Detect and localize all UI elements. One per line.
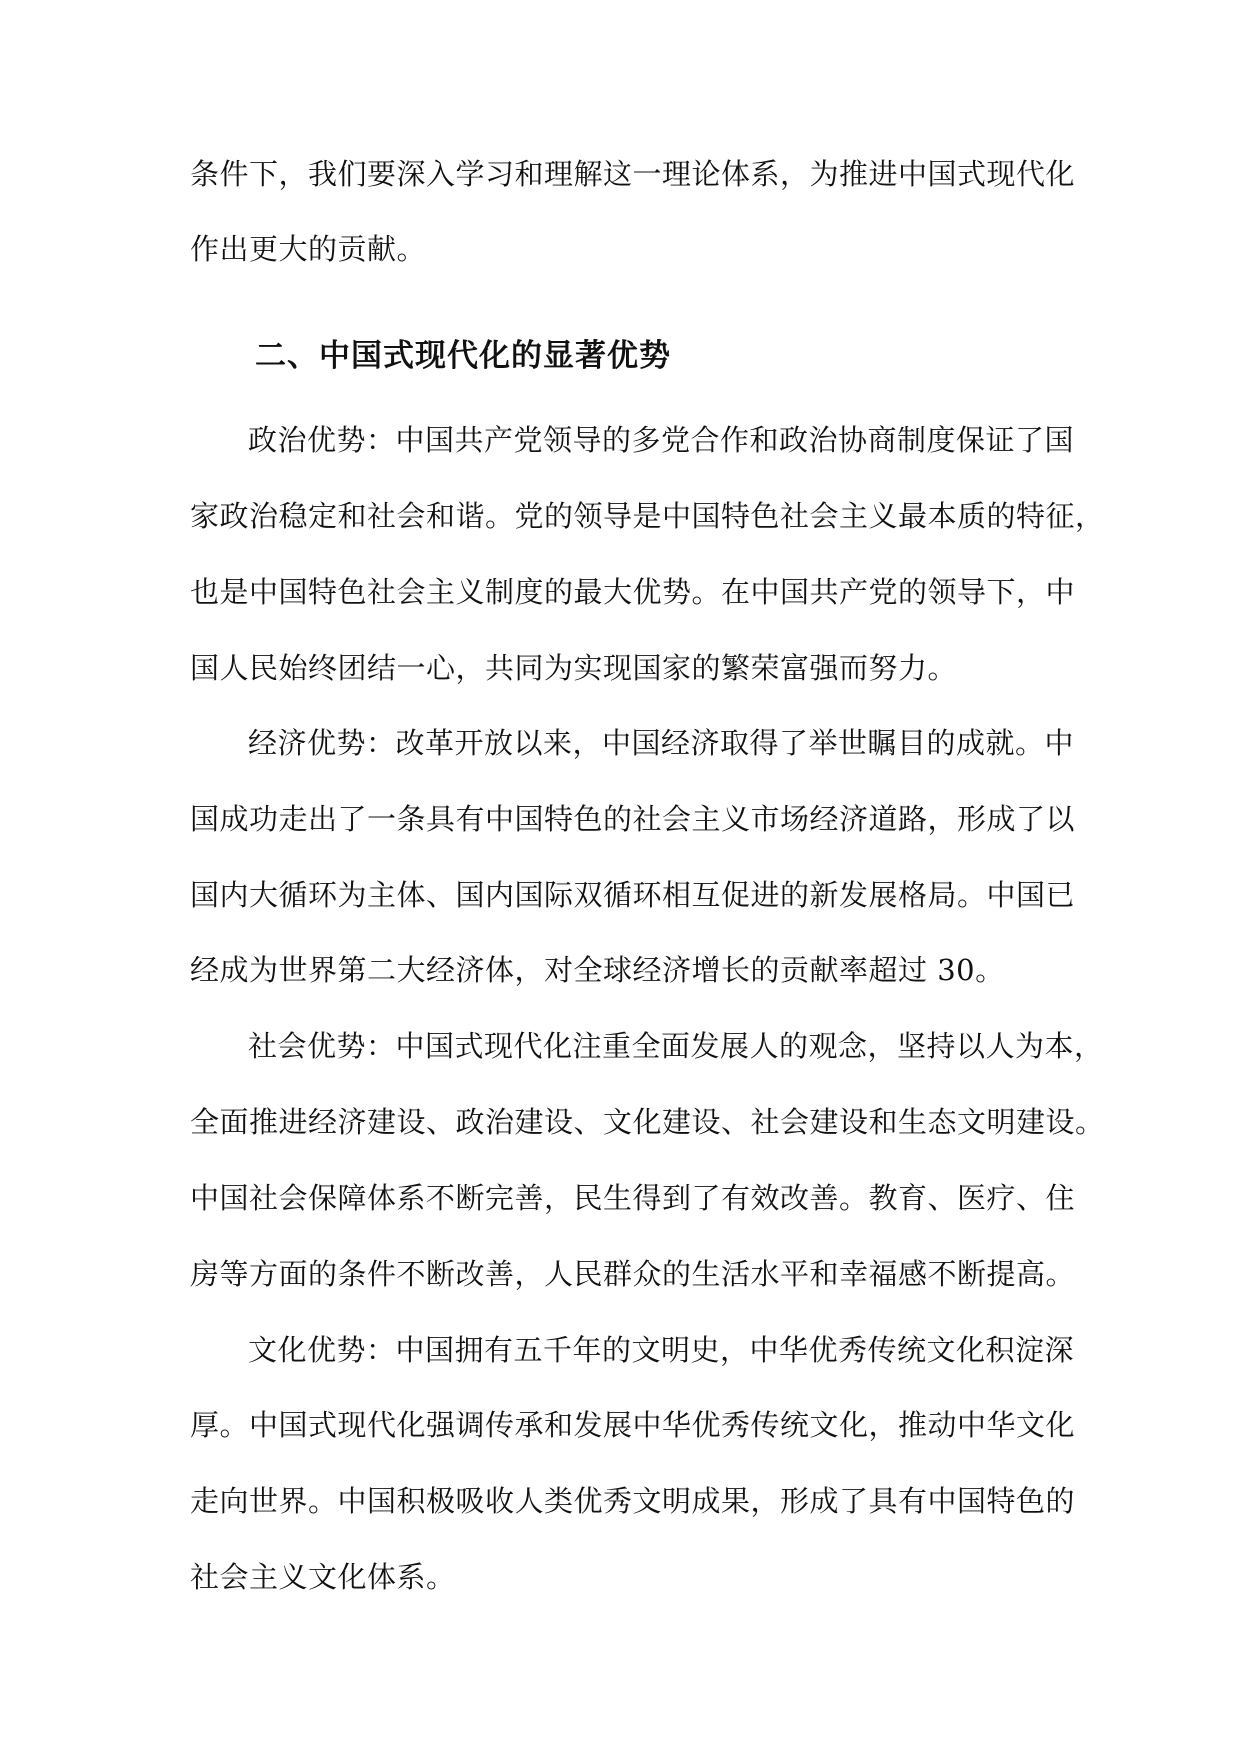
paragraph-cultural-line: 走向世界。中国积极吸收人类优秀文明成果，形成了具有中国特色的 bbox=[190, 1484, 1076, 1518]
paragraph-political-line: 家政治稳定和社会和谐。党的领导是中国特色社会主义最本质的特征， bbox=[190, 499, 1105, 533]
paragraph-economic-line: 经济优势：改革开放以来，中国经济取得了举世瞩目的成就。中 bbox=[248, 726, 1075, 760]
paragraph-economic-line: 经成为世界第二大经济体，对全球经济增长的贡献率超过 30。 bbox=[190, 953, 1005, 987]
section-heading: 二、中国式现代化的显著优势 bbox=[255, 338, 671, 374]
paragraph-economic-line: 国内大循环为主体、国内国际双循环相互促进的新发展格局。中国已 bbox=[190, 878, 1076, 912]
paragraph-political-line: 也是中国特色社会主义制度的最大优势。在中国共产党的领导下，中 bbox=[190, 575, 1076, 609]
paragraph-cultural-line: 文化优势：中国拥有五千年的文明史，中华优秀传统文化积淀深 bbox=[248, 1333, 1075, 1367]
paragraph-social-line: 中国社会保障体系不断完善，民生得到了有效改善。教育、医疗、住 bbox=[190, 1181, 1076, 1215]
paragraph-social-line: 房等方面的条件不断改善，人民群众的生活水平和幸福感不断提高。 bbox=[190, 1257, 1076, 1291]
paragraph-political-line: 国人民始终团结一心，共同为实现国家的繁荣富强而努力。 bbox=[190, 651, 958, 685]
paragraph-cultural-line: 社会主义文化体系。 bbox=[190, 1560, 456, 1594]
paragraph-social-line: 社会优势：中国式现代化注重全面发展人的观念，坚持以人为本， bbox=[248, 1029, 1104, 1063]
paragraph-social-line: 全面推进经济建设、政治建设、文化建设、社会建设和生态文明建设。 bbox=[190, 1105, 1105, 1139]
paragraph-cultural-line: 厚。中国式现代化强调传承和发展中华优秀传统文化，推动中华文化 bbox=[190, 1408, 1076, 1442]
paragraph-political-line: 政治优势：中国共产党领导的多党合作和政治协商制度保证了国 bbox=[248, 423, 1075, 457]
paragraph-economic-line: 国成功走出了一条具有中国特色的社会主义市场经济道路，形成了以 bbox=[190, 802, 1076, 836]
intro-line: 作出更大的贡献。 bbox=[190, 232, 427, 266]
intro-line: 条件下，我们要深入学习和理解这一理论体系，为推进中国式现代化 bbox=[190, 157, 1076, 191]
